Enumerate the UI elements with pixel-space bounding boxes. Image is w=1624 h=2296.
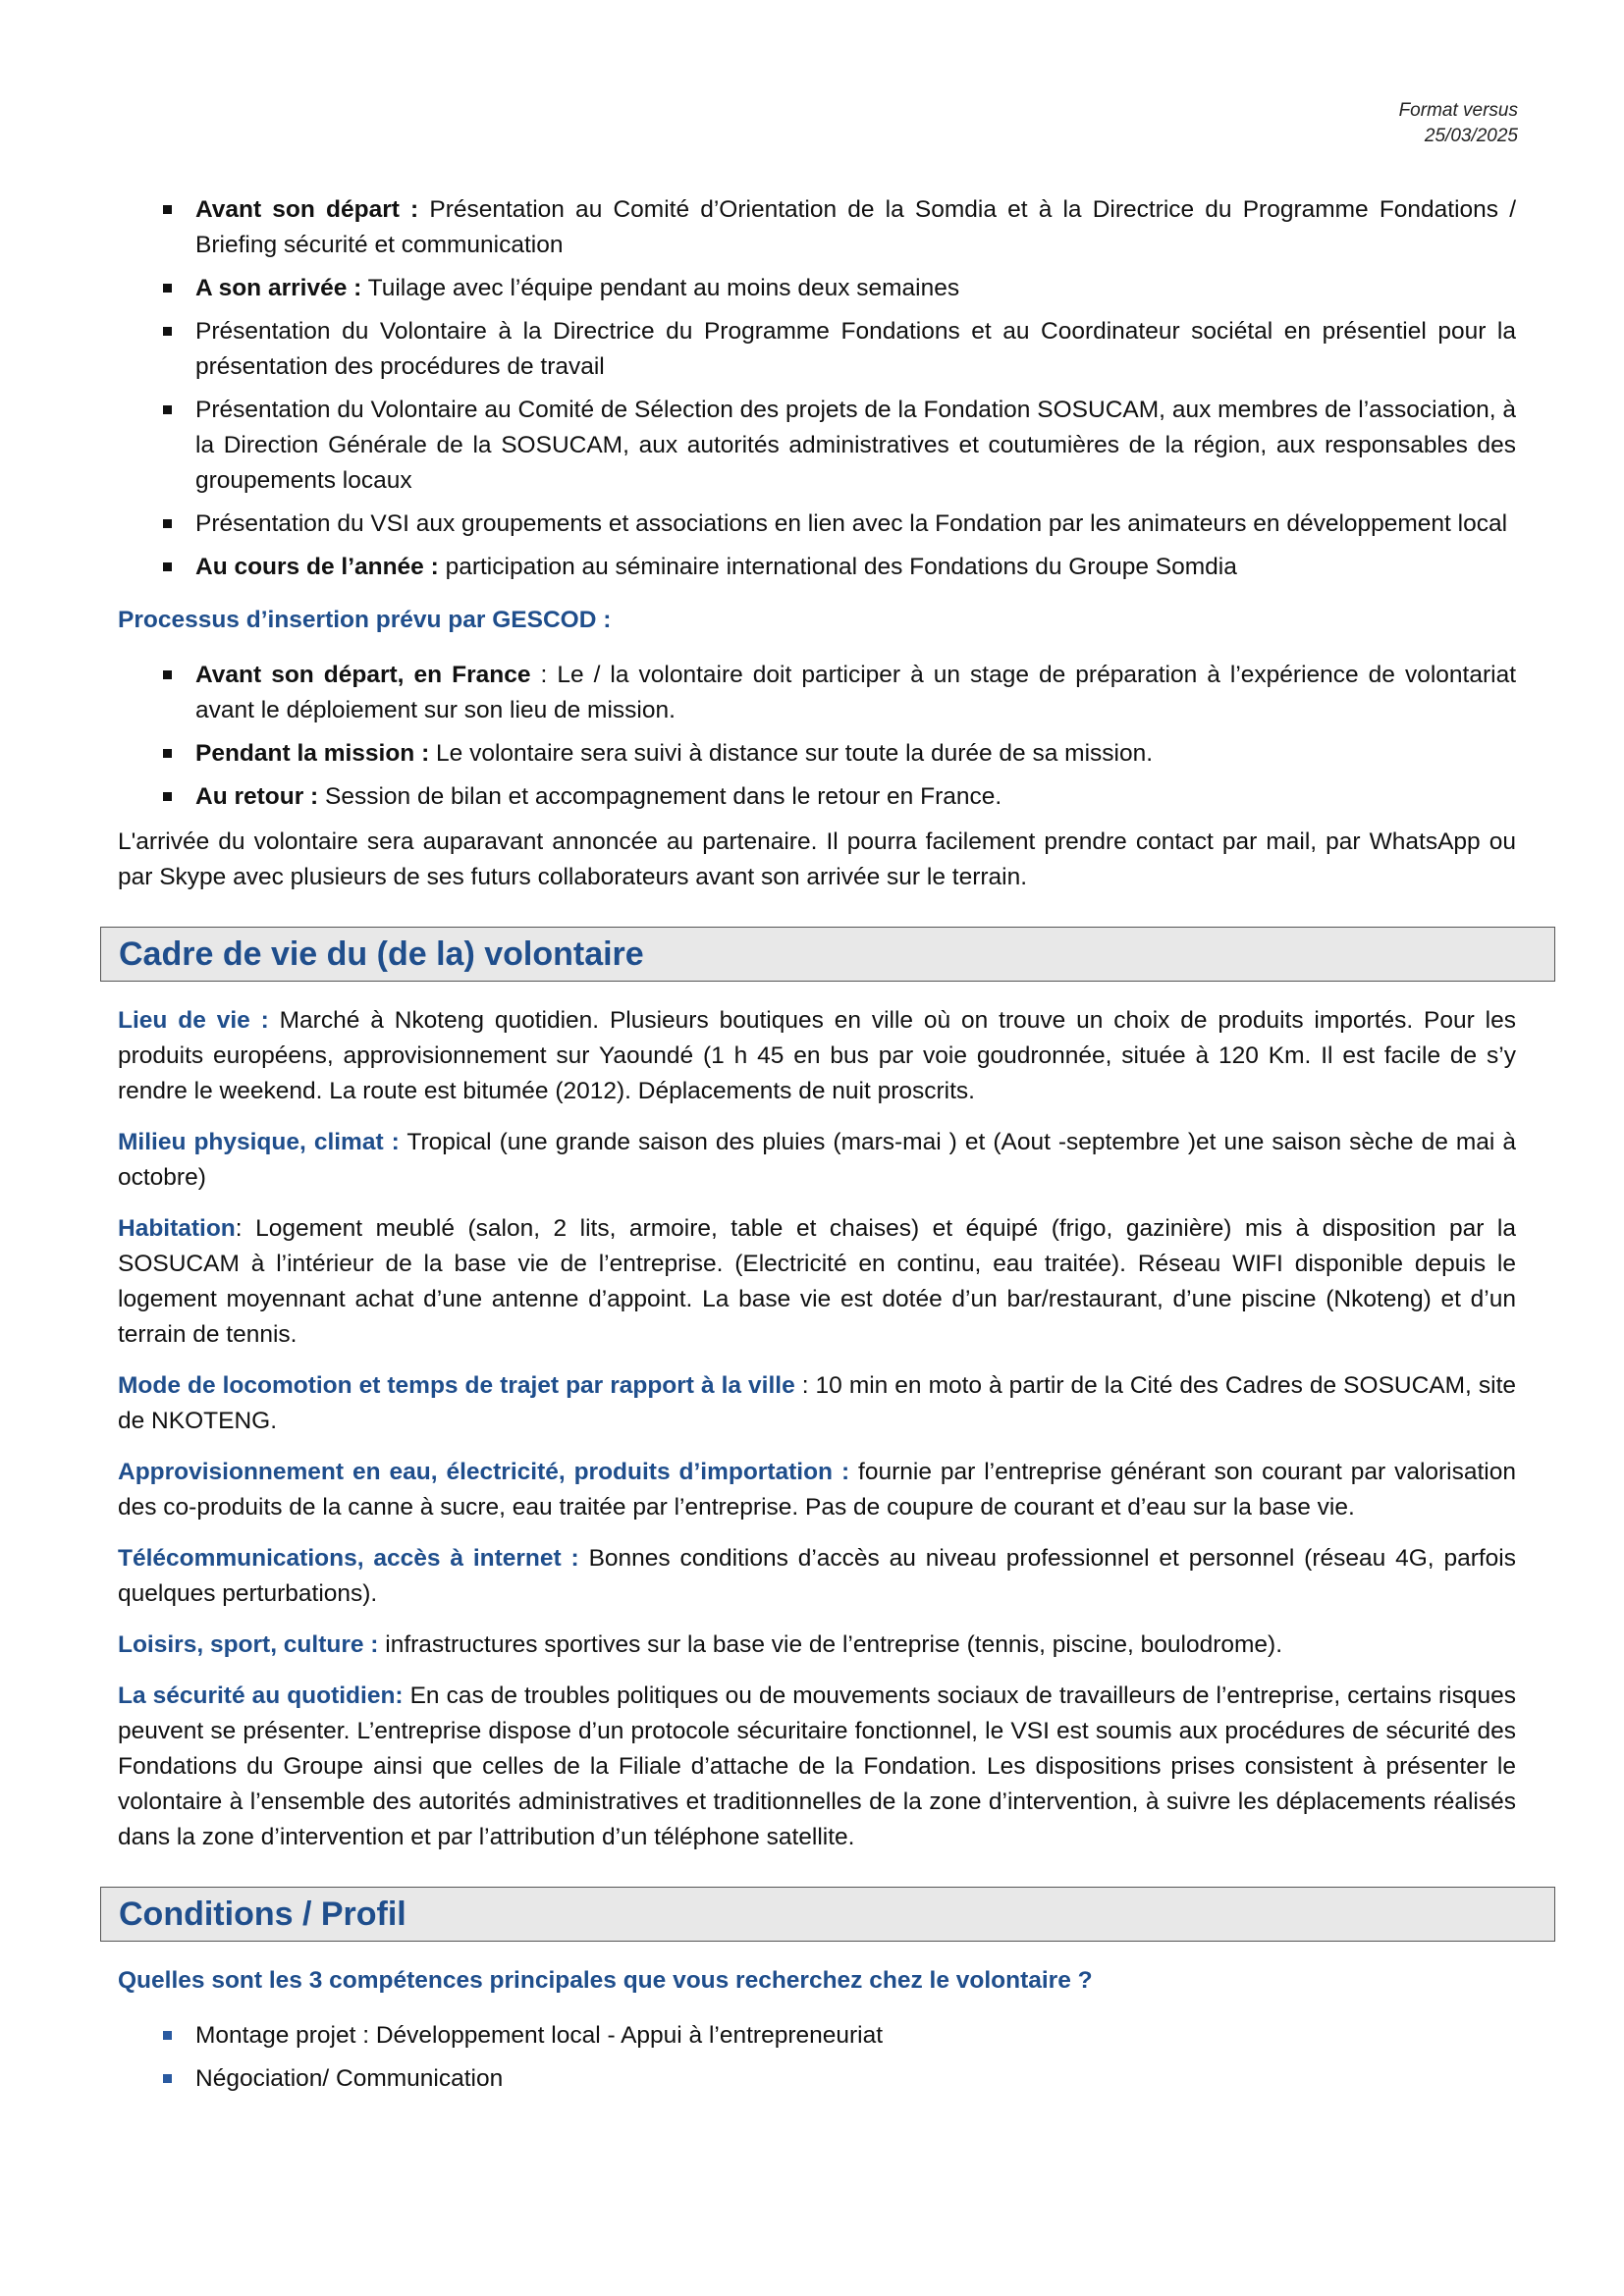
square-bullet-icon (163, 2074, 172, 2083)
header-date: 25/03/2025 (1424, 126, 1518, 146)
gescod-heading: Processus d’insertion prévu par GESCOD : (118, 607, 612, 633)
square-bullet-icon (163, 670, 172, 679)
cadre-item-securite: La sécurité au quotidien: En cas de troubles politiques ou de mouvements sociaux de travailleurs de l’entreprise, certains risques peuvent se présenter. L’entreprise dispose d’un protocole sécuritaire fonctionnel, le VSI est soumis aux procédures de sécurité des Fondations du Groupe ainsi que celles de la Filiale d’attache de la Fondation. Les dispositions prises consistent à présenter le volontaire à l’ensemble des autorités administratives et traditionnelles de la zone d’intervention, à suivre les déplacements réalisés dans la zone d’intervention et par l’attribution d’un téléphone satellite. (118, 1682, 1516, 1850)
page-header (1399, 98, 1518, 149)
insertion-bullet-list (118, 192, 1516, 585)
competences-bullet-list (118, 2018, 1516, 2097)
cadre-item-locomotion: Mode de locomotion et temps de trajet par rapport à la ville : 10 min en moto à partir de la Cité des Cadres de SOSUCAM, site de NKOTENG. (118, 1372, 1517, 1434)
square-bullet-icon (163, 327, 172, 336)
list-item: Présentation du Volontaire à la Directrice du Programme Fondations et au Coordinateur sociétal en présentiel pour la présentation des procédures de travail (118, 314, 1516, 385)
square-bullet-icon (163, 205, 172, 214)
list-item: Montage projet : Développement local - Appui à l’entrepreneuriat (118, 2018, 1516, 2054)
square-bullet-icon (163, 749, 172, 758)
cadre-item-climat: Milieu physique, climat : Tropical (une grande saison des pluies (mars-mai ) et (Aout -septembre )et une saison sèche de mai à octobre) (118, 1129, 1516, 1191)
cadre-item-telecom: Télécommunications, accès à internet : Bonnes conditions d’accès au niveau professionnel et personnel (réseau 4G, parfois quelques perturbations). (118, 1545, 1516, 1607)
cadre-item-lieu: Lieu de vie : Marché à Nkoteng quotidien. Plusieurs boutiques en ville où on trouve un choix de produits importés. Pour les produits européens, approvisionnement sur Yaoundé (1 h 45 en bus par voie goudronnée, située à 120 Km. Il est facile de s’y rendre le weekend. La route est bitumée (2012). Déplacements de nuit proscrits. (118, 1007, 1516, 1104)
document-body (118, 192, 1516, 2105)
section-heading-conditions: Conditions / Profil (100, 1887, 1555, 1942)
list-item: Avant son départ, en France : Le / la volontaire doit participer à un stage de préparation à l’expérience de volontariat avant le déploiement sur son lieu de mission. (118, 658, 1516, 728)
list-item: A son arrivée : Tuilage avec l’équipe pendant au moins deux semaines (118, 271, 1516, 306)
list-item: Présentation du VSI aux groupements et associations en lien avec la Fondation par les animateurs en développement local (118, 507, 1516, 542)
square-bullet-icon (163, 792, 172, 801)
square-bullet-icon (163, 562, 172, 571)
square-bullet-icon (163, 2031, 172, 2040)
header-format: Format versus (1398, 100, 1518, 121)
section-heading-cadre: Cadre de vie du (de la) volontaire (100, 927, 1555, 982)
list-item: Au cours de l’année : participation au séminaire international des Fondations du Groupe Somdia (118, 550, 1516, 585)
square-bullet-icon (163, 405, 172, 414)
list-item: Au retour : Session de bilan et accompagnement dans le retour en France. (118, 779, 1516, 815)
square-bullet-icon (163, 519, 172, 528)
competences-question: Quelles sont les 3 compétences principales que vous recherchez chez le volontaire ? (118, 1967, 1093, 1994)
list-item: Avant son départ : Présentation au Comité d’Orientation de la Somdia et à la Directrice du Programme Fondations / Briefing sécurité et communication (118, 192, 1516, 263)
list-item: Présentation du Volontaire au Comité de Sélection des projets de la Fondation SOSUCAM, aux membres de l’association, à la Direction Générale de la SOSUCAM, aux autorités administratives et coutumières de la région, aux responsables des groupements locaux (118, 393, 1516, 499)
arrival-note: L'arrivée du volontaire sera auparavant annoncée au partenaire. Il pourra facilement prendre contact par mail, par WhatsApp ou par Skype avec plusieurs de ses futurs collaborateurs avant son arrivée sur le terrain. (118, 828, 1516, 890)
list-item: Négociation/ Communication (118, 2061, 1516, 2097)
cadre-item-approvisionnement: Approvisionnement en eau, électricité, produits d’importation : fournie par l’entreprise générant son courant par valorisation des co-produits de la canne à sucre, eau traitée par l’entreprise. Pas de coupure de courant et d’eau sur la base vie. (118, 1459, 1516, 1521)
cadre-item-loisirs: Loisirs, sport, culture : infrastructures sportives sur la base vie de l’entreprise (tennis, piscine, boulodrome). (118, 1631, 1283, 1658)
cadre-item-habitation: Habitation: Logement meublé (salon, 2 lits, armoire, table et chaises) et équipé (frigo, gazinière) mis à disposition par la SOSUCAM à l’intérieur de la base vie de l’entreprise. (Electricité en continu, eau traitée). Réseau WIFI disponible depuis le logement moyennant achat d’une antenne d’appoint. La base vie est dotée d’un bar/restaurant, d’une piscine (Nkoteng) et d’un terrain de tennis. (118, 1215, 1516, 1348)
gescod-bullet-list (118, 658, 1516, 815)
list-item: Pendant la mission : Le volontaire sera suivi à distance sur toute la durée de sa mission. (118, 736, 1516, 772)
square-bullet-icon (163, 284, 172, 293)
